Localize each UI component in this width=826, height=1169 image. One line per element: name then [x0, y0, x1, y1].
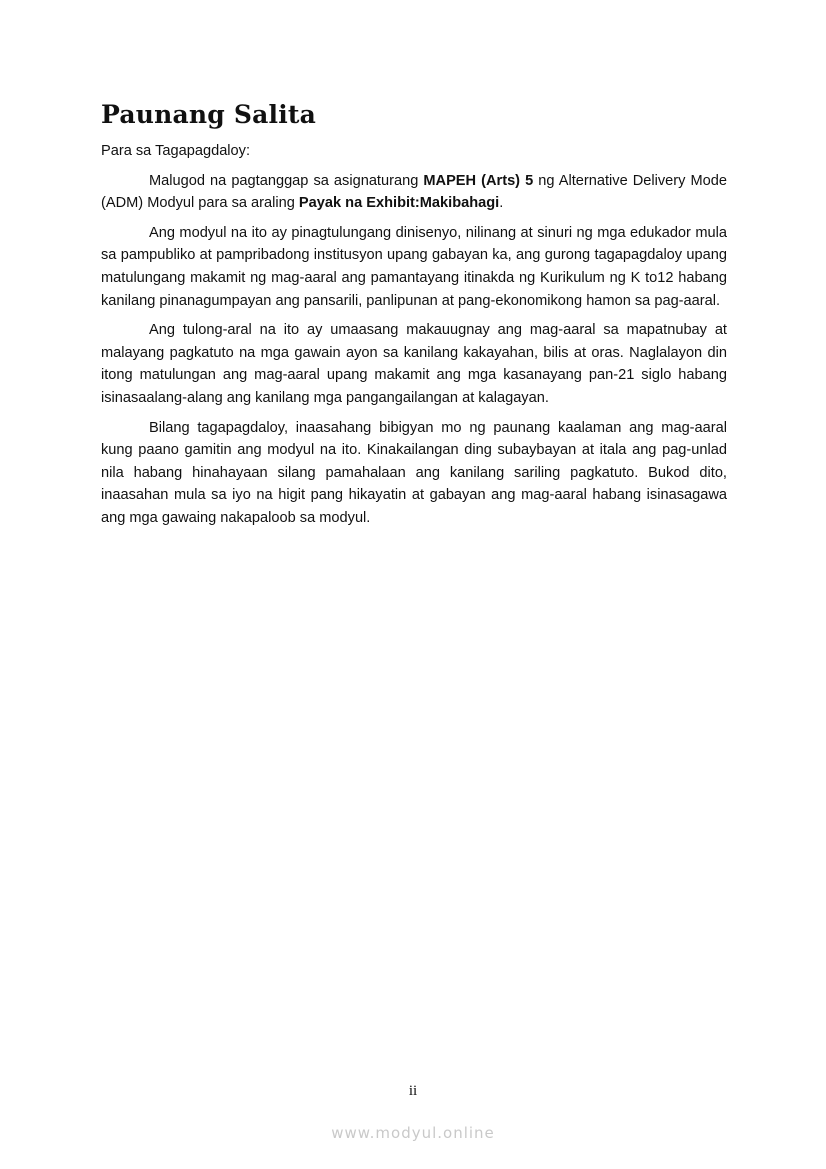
welcome-text-end: . — [499, 195, 504, 212]
page-number: ii — [408, 1083, 418, 1099]
subject-name: MAPEH (Arts) 5 — [423, 172, 534, 189]
paragraph-learning-goals: Ang tulong-aral na ito ay umaasang makauugnay ang mag-aaral sa mapatnubay at malayang pagkatuto na mga gawain ayon sa kanilang kakayahan, bilis at oras. Naglalayon din itong matulungan ang mag-aaral upang makamit ang mga kasanayang pan-21 siglo habang isinasaalang-alang ang kanilang mga pangangailangan at kalagayan. — [101, 322, 727, 406]
watermark-text: www.modyul.online — [331, 1124, 495, 1142]
lesson-name: Payak na Exhibit:Makibahagi — [298, 195, 500, 212]
paragraph-facilitator-role: Bilang tagapagdaloy, inaasahang bibigyan mo ng paunang kaalaman ang mag-aaral kung paano gamitin ang modyul na ito. Kinakailangan ding subaybayan at itala ang pag-unlad nila habang hinahayaan silang pamahalaan ang kanilang sariling pagkatuto. Bukod dito, inaasahan mula sa iyo na higit pang hikayatin at gabayan ang mag-aaral habang isinasagawa ang mga gawaing nakapaloob sa modyul. — [101, 419, 727, 526]
welcome-text-start: Malugod na pagtanggap sa asignaturang — [149, 172, 424, 189]
page-title: Paunang Salita — [101, 100, 317, 129]
welcome-text-middle: ng Alternative Delivery Mode (ADM) Modyul para sa araling — [101, 172, 728, 212]
greeting-line: Para sa Tagapagdaloy: — [101, 143, 251, 159]
paragraph-module-description: Ang modyul na ito ay pinagtulungang dinisenyo, nilinang at sinuri ng mga edukador mula sa pampubliko at pampribadong institusyon upang gabayan ka, ang gurong tagapagdaloy upang matulungang makamit ng mag-aaral ang pamantayang itinakda ng Kurikulum ng K to12 habang kanilang pinanagumpayan ang pansarili, panlipunan at pang-ekonomikong hamon sa pag-aaral. — [101, 224, 727, 309]
document-body — [101, 96, 727, 537]
paragraph-welcome — [101, 170, 727, 215]
